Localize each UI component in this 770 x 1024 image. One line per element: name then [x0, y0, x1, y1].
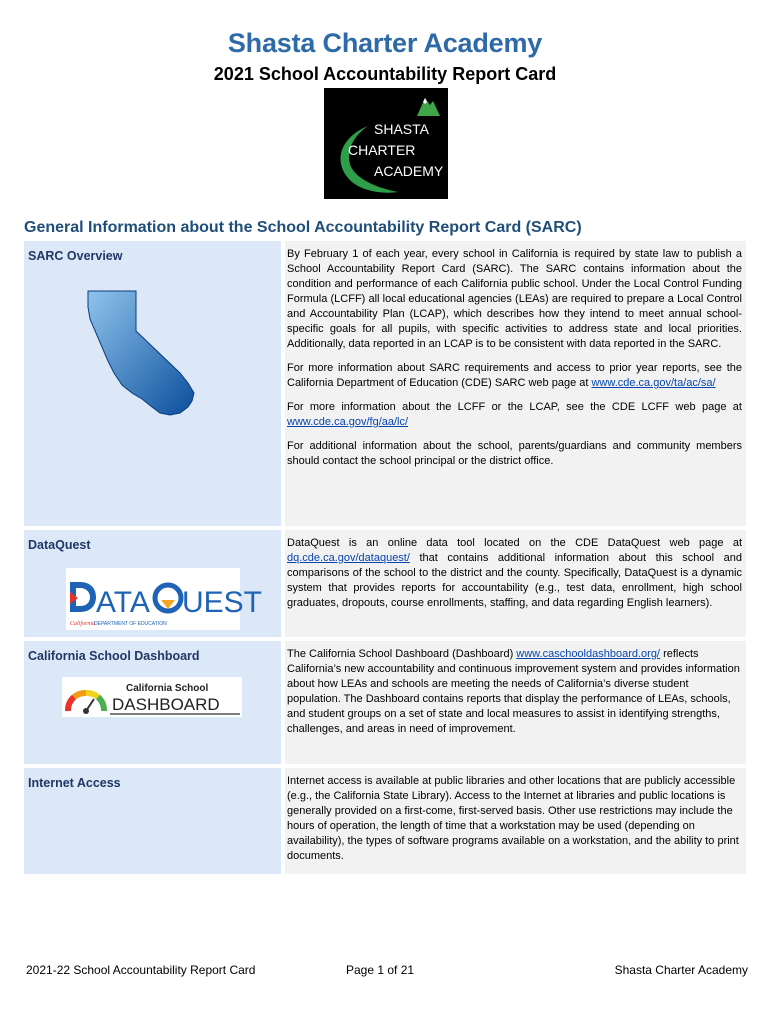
logo-text-uest: UEST	[182, 586, 263, 619]
sarc-paragraph-2: For more information about SARC requirements and access to prior year reports, see the California Department of Education (CDE) SARC web page at www.cde.ca.gov/ta/ac/sa/	[287, 362, 742, 389]
report-title: 2021 School Accountability Report Card	[213, 64, 557, 84]
dataquest-logo	[66, 568, 263, 630]
dataquest-content-cell	[285, 530, 746, 637]
internet-access-content-cell	[285, 768, 746, 874]
dashboard-label-cell	[24, 641, 281, 764]
mountain-swoosh-icon	[324, 88, 448, 199]
logo-word-3: ACADEMY	[374, 163, 444, 179]
internet-access-label-cell	[24, 768, 281, 874]
dashboard-gauge-icon	[62, 677, 242, 717]
sarc-overview-row	[24, 241, 746, 526]
dataquest-label: DataQuest	[28, 538, 91, 552]
dashboard-logo-line1: California School	[126, 683, 209, 694]
sarc-paragraph-4: For additional information about the school, parents/guardians and community members should contact the school principal or the district office.	[287, 440, 742, 467]
dataquest-logo-icon	[66, 568, 263, 630]
dashboard-logo-line2: DASHBOARD	[112, 695, 220, 714]
school-logo	[324, 88, 448, 199]
logo-text-department: DEPARTMENT OF EDUCATION	[94, 621, 167, 627]
school-title: Shasta Charter Academy	[227, 28, 543, 58]
footer-report-name: 2021-22 School Accountability Report Card	[26, 963, 256, 977]
sarc-link[interactable]: www.cde.ca.gov/ta/ac/sa/	[591, 377, 716, 389]
sarc-paragraph-3: For more information about the LCFF or the LCAP, see the CDE LCFF web page at www.cde.ca.gov/fg/aa/lc/	[287, 401, 742, 428]
sarc-overview-label-cell	[24, 241, 281, 526]
dataquest-link[interactable]: dq.cde.ca.gov/dataquest/	[287, 552, 410, 564]
internet-access-row	[24, 768, 746, 874]
logo-text-ata: ATA	[96, 586, 150, 619]
sarc-paragraph-1: By February 1 of each year, every school in California is required by state law to publish a School Accountability Report Card (SARC). The SARC contains information about the condition and performance of each California public school. Under the Local Control Funding Formula (LCFF) all local educational agencies (LEAs) are required to prepare a Local Control and Accountability Plan (LCAP), which describes how they intend to meet annual school-specific goals for all pupils, with specific activities to address state and local priorities. Additionally, data reported in an LCAP is to be consistent with data reported in the SARC.	[287, 248, 742, 350]
logo-word-2: CHARTER	[348, 142, 416, 158]
dashboard-link[interactable]: www.caschooldashboard.org/	[516, 648, 660, 660]
footer-page-number: Page 1 of 21	[346, 963, 415, 977]
dataquest-row	[24, 530, 746, 637]
footer-school-name: Shasta Charter Academy	[614, 963, 748, 977]
dataquest-label-cell	[24, 530, 281, 637]
section-heading: General Information about the School Accountability Report Card (SARC)	[24, 219, 582, 236]
dashboard-content-cell	[285, 641, 746, 764]
lcff-link[interactable]: www.cde.ca.gov/fg/aa/lc/	[287, 416, 409, 428]
sarc-overview-content-cell	[285, 241, 746, 526]
internet-access-paragraph: Internet access is available at public libraries and other locations that are publicly accessible (e.g., the California State Library). Access to the Internet at libraries and public locations is generally provided on a first-come, first-served basis. Other use restrictions may include the hours of operation, the length of time that a workstation may be used (depending on availability), the types of software programs available on a workstation, and the ability to print documents.	[287, 775, 739, 862]
internet-access-label: Internet Access	[28, 776, 121, 790]
sarc-overview-label: SARC Overview	[28, 249, 123, 263]
dashboard-paragraph: The California School Dashboard (Dashboard) www.caschooldashboard.org/ reflects California’s new accountability and continuous improvement system and provides information about how LEAs and schools are meeting the needs of California’s diverse student population. The Dashboard contains reports that display the performance of LEAs, schools, and student groups on a set of state and local measures to assist in identifying strengths, challenges, and areas in need of improvement.	[287, 648, 740, 735]
logo-word-1: SHASTA	[374, 121, 429, 137]
logo-text-california: California	[70, 621, 96, 627]
dashboard-label: California School Dashboard	[28, 649, 200, 663]
dashboard-logo	[62, 677, 242, 717]
dashboard-row	[24, 641, 746, 764]
dataquest-paragraph: DataQuest is an online data tool located on the CDE DataQuest web page at dq.cde.ca.gov/dataquest/ that contains additional information about this school and comparisons of the school to the district and the county. Specifically, DataQuest is a dynamic system that provides reports for accountability (e.g., test data, enrollment, high school graduates, dropouts, course enrollments, staffing, and data regarding English learners).	[287, 537, 743, 609]
california-map-icon	[84, 289, 218, 419]
